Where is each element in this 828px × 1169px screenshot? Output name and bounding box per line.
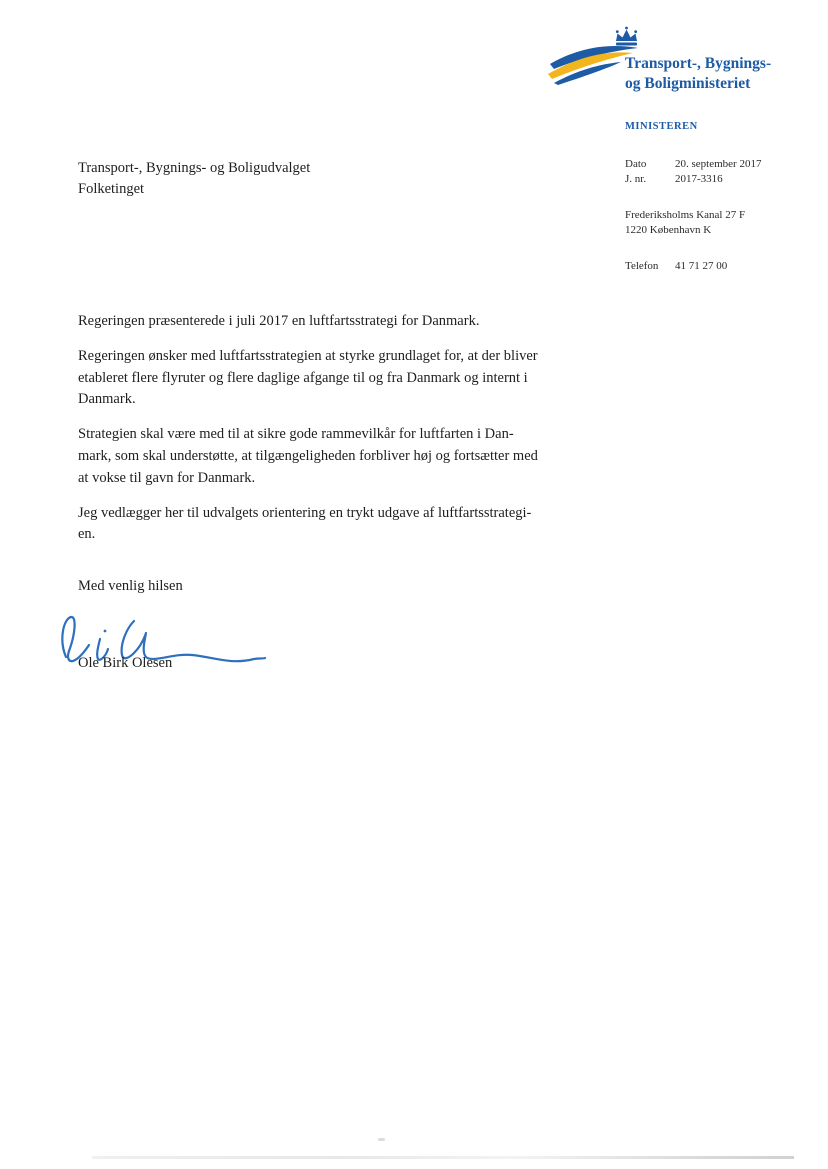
ministry-name: Transport-, Bygnings- og Boligministeriet xyxy=(625,55,772,92)
meta-spacer xyxy=(625,187,805,208)
phone-value: 41 71 27 00 xyxy=(675,260,728,272)
letter-body xyxy=(78,311,618,675)
paragraph: Jeg vedlægger her til udvalgets orientering en trykt udgave af luftfartsstrategi- en. xyxy=(78,504,532,543)
signer-name: Ole Birk Olesen xyxy=(78,655,173,672)
journal-number-value: 2017-3316 xyxy=(675,173,723,185)
date-value: 20. september 2017 xyxy=(675,158,762,170)
paragraph: Strategien skal være med til at sikre gode rammevilkår for luftfarten i Dan- mark, som skal understøtte, at tilgængeligheden forbliver høj og fortsætter med at vokse til gavn for Danmark. xyxy=(78,426,538,486)
scan-artifact xyxy=(92,1156,794,1159)
signature-block xyxy=(78,611,378,675)
meta-block xyxy=(625,157,805,274)
crown-icon xyxy=(616,27,637,46)
meta-spacer xyxy=(625,238,805,259)
scan-artifact xyxy=(378,1138,385,1141)
date-label: Dato xyxy=(625,158,647,170)
phone-label: Telefon xyxy=(625,260,659,272)
minister-label: MINISTEREN xyxy=(625,121,698,132)
journal-number-label: J. nr. xyxy=(625,173,647,185)
paragraph: Regeringen ønsker med luftfartsstrategien at styrke grundlaget for, at der bliver etableret flere flyruter og flere daglige afgange til og fra Danmark og internt i Danmark. xyxy=(78,347,538,408)
meta-journal-row xyxy=(625,172,805,187)
meta-phone-row xyxy=(625,259,805,274)
recipient-address: Transport-, Bygnings- og Boligudvalget Folketinget xyxy=(78,160,311,197)
paragraph: Regeringen præsenterede i juli 2017 en luftfartsstrategi for Danmark. xyxy=(78,313,480,329)
meta-date-row xyxy=(625,157,805,172)
salutation: Med venlig hilsen xyxy=(78,578,183,595)
ministry-address: Frederiksholms Kanal 27 F 1220 København K xyxy=(625,209,746,236)
